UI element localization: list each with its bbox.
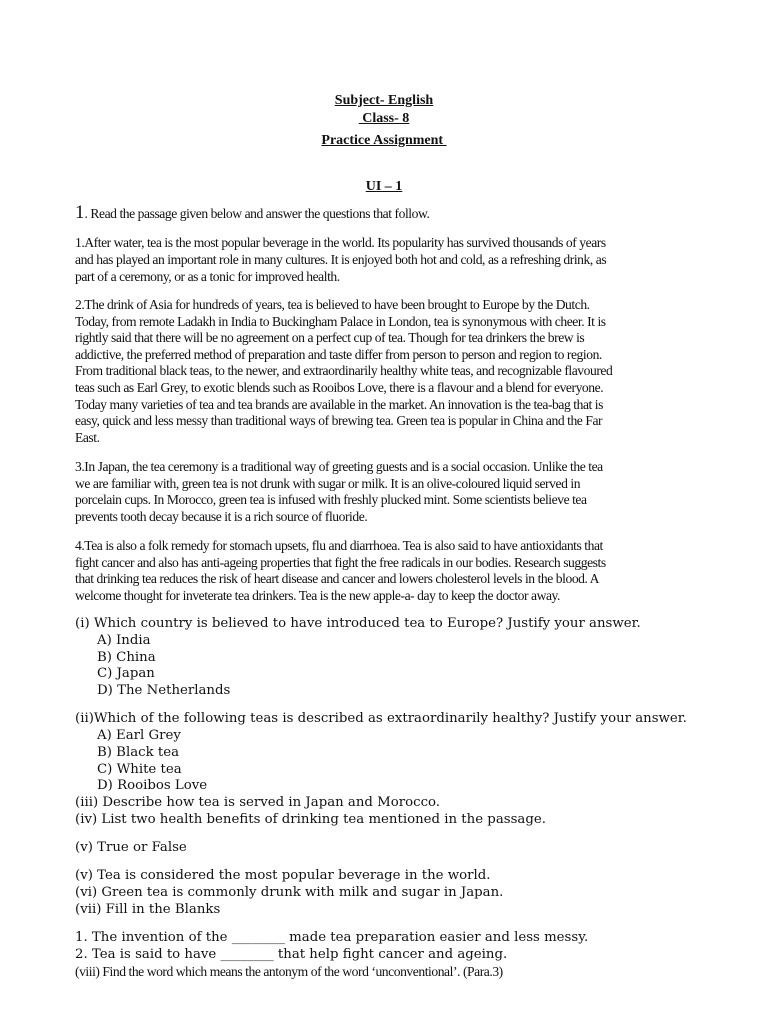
subject-heading: Subject- English bbox=[334, 93, 434, 108]
passage-line: fight cancer and also has anti-ageing properties that fight the free radicals in our bodies. Research suggests bbox=[75, 555, 606, 570]
question-7: (vii) Fill in the Blanks bbox=[75, 902, 221, 917]
true-false-heading: (v) True or False bbox=[75, 840, 187, 855]
passage-line: Today, from remote Ladakh in India to Buckingham Palace in London, tea is synonymous with cheer. It is bbox=[75, 314, 606, 329]
option-item: D) The Netherlands bbox=[97, 683, 231, 698]
instruction-number: 1 bbox=[75, 202, 85, 223]
question-4: (iv) List two health benefits of drinking tea mentioned in the passage. bbox=[75, 812, 546, 827]
assignment-title: Practice Assignment bbox=[321, 133, 447, 148]
fill-blank-2: 2. Tea is said to have ________ that help fight cancer and ageing. bbox=[75, 947, 508, 962]
passage-line: teas such as Earl Grey, to exotic blends such as Rooibos Love, there is a flavour and a blend for everyone. bbox=[75, 380, 604, 395]
passage-line: 4.Tea is also a folk remedy for stomach upsets, flu and diarrhoea. Tea is also said to have antioxidants that bbox=[75, 538, 603, 553]
passage-line: porcelain cups. In Morocco, green tea is infused with freshly plucked mint. Some scientists believe tea bbox=[75, 492, 587, 507]
option-item: B) Black tea bbox=[97, 745, 180, 760]
option-item: A) India bbox=[97, 633, 151, 648]
passage-line: and has played an important role in many cultures. It is enjoyed both hot and cold, as a refreshing drink, as bbox=[75, 252, 607, 267]
option-item: D) Rooibos Love bbox=[97, 778, 208, 793]
passage-line: From traditional black teas, to the newer, and extraordinarily healthy white teas, and recognizable flavoured bbox=[75, 363, 613, 378]
option-item: C) White tea bbox=[97, 762, 182, 777]
passage-line: addictive, the preferred method of preparation and taste differ from person to person and region to region. bbox=[75, 347, 602, 362]
instruction-text: . Read the passage given below and answer the questions that follow. bbox=[84, 206, 430, 221]
class-heading: Class- 8 bbox=[358, 111, 410, 126]
option-item: C) Japan bbox=[97, 666, 155, 681]
question-1: (i) Which country is believed to have introduced tea to Europe? Justify your answer. bbox=[75, 616, 641, 631]
passage-line: welcome thought for inveterate tea drinkers. Tea is the new apple-a- day to keep the doctor away. bbox=[75, 588, 560, 603]
question-8: (viii) Find the word which means the antonym of the word ‘unconventional’. (Para.3) bbox=[75, 964, 503, 979]
fill-blank-1: 1. The invention of the ________ made tea preparation easier and less messy. bbox=[75, 930, 589, 945]
passage-line: East. bbox=[75, 430, 100, 445]
passage-line: part of a ceremony, or as a tonic for improved health. bbox=[75, 269, 340, 284]
passage-line: we are familiar with, green tea is not drunk with sugar or milk. It is an olive-coloured liquid served in bbox=[75, 476, 581, 491]
passage-line: Today many varieties of tea and tea brands are available in the market. An innovation is the tea-bag that is bbox=[75, 397, 603, 412]
passage-line: 3.In Japan, the tea ceremony is a traditional way of greeting guests and is a social occasion. Unlike the tea bbox=[75, 459, 603, 474]
passage-line: prevents tooth decay because it is a rich source of fluoride. bbox=[75, 509, 368, 524]
unit-heading: UI – 1 bbox=[365, 179, 403, 194]
passage-line: that drinking tea reduces the risk of heart disease and cancer and lowers cholesterol levels in the blood. A bbox=[75, 571, 600, 586]
instruction bbox=[75, 202, 430, 223]
question-2: (ii)Which of the following teas is described as extraordinarily healthy? Justify your answer. bbox=[75, 711, 687, 726]
question-6: (vi) Green tea is commonly drunk with milk and sugar in Japan. bbox=[75, 885, 504, 900]
passage-line: rightly said that there will be no agreement on a perfect cup of tea. Though for tea drinkers the brew is bbox=[75, 330, 585, 345]
passage-line: 2.The drink of Asia for hundreds of years, tea is believed to have been brought to Europe by the Dutch. bbox=[75, 297, 590, 312]
option-item: A) Earl Grey bbox=[97, 728, 181, 743]
option-item: B) China bbox=[97, 650, 156, 665]
passage-line: 1.After water, tea is the most popular beverage in the world. Its popularity has survived thousands of years bbox=[75, 235, 606, 250]
passage-line: easy, quick and less messy than traditional ways of brewing tea. Green tea is popular in China and the Far bbox=[75, 413, 603, 428]
question-5: (v) Tea is considered the most popular beverage in the world. bbox=[75, 868, 491, 883]
question-3: (iii) Describe how tea is served in Japan and Morocco. bbox=[75, 795, 441, 810]
